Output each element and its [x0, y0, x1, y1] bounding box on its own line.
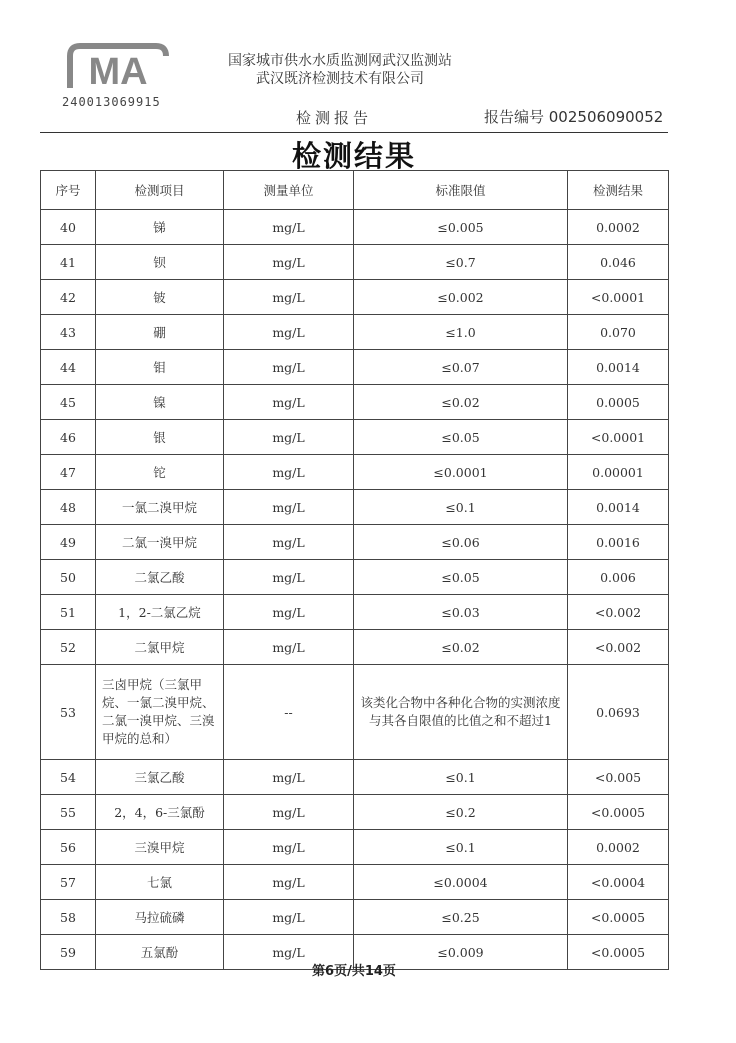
test-result: <0.002	[568, 595, 669, 630]
test-item: 五氯酚	[96, 935, 224, 970]
test-result: <0.0004	[568, 865, 669, 900]
test-item: 铊	[96, 455, 224, 490]
row-number: 42	[41, 280, 96, 315]
test-item: 钡	[96, 245, 224, 280]
page-title: 检测结果	[291, 139, 416, 173]
row-number: 50	[41, 560, 96, 595]
column-header: 测量单位	[224, 171, 354, 210]
standard-limit: ≤0.02	[354, 385, 568, 420]
column-header: 检测项目	[96, 171, 224, 210]
svg-text:MA: MA	[88, 51, 148, 92]
unit: mg/L	[224, 525, 354, 560]
row-number: 41	[41, 245, 96, 280]
test-result: 0.00001	[568, 455, 669, 490]
unit: mg/L	[224, 900, 354, 935]
standard-limit: ≤0.7	[354, 245, 568, 280]
table-row	[41, 900, 669, 935]
standard-limit: ≤0.06	[354, 525, 568, 560]
row-number: 59	[41, 935, 96, 970]
standard-limit: ≤0.02	[354, 630, 568, 665]
standard-limit: ≤0.05	[354, 560, 568, 595]
row-number: 55	[41, 795, 96, 830]
test-item: 锑	[96, 210, 224, 245]
unit: mg/L	[224, 315, 354, 350]
test-item: 三溴甲烷	[96, 830, 224, 865]
unit: mg/L	[224, 935, 354, 970]
standard-limit: ≤0.1	[354, 490, 568, 525]
certificate-number: 240013069915	[62, 95, 161, 109]
test-result: 0.006	[568, 560, 669, 595]
row-number: 57	[41, 865, 96, 900]
unit: mg/L	[224, 560, 354, 595]
table-row	[41, 420, 669, 455]
standard-limit: ≤0.009	[354, 935, 568, 970]
table-row	[41, 630, 669, 665]
test-result: <0.0005	[568, 795, 669, 830]
column-header: 标准限值	[354, 171, 568, 210]
standard-limit: ≤0.05	[354, 420, 568, 455]
unit: mg/L	[224, 385, 354, 420]
test-result: 0.0693	[568, 665, 669, 760]
table-row	[41, 210, 669, 245]
unit: mg/L	[224, 595, 354, 630]
row-number: 44	[41, 350, 96, 385]
table-row	[41, 525, 669, 560]
table-row	[41, 830, 669, 865]
test-item: 二氯甲烷	[96, 630, 224, 665]
test-item: 三氯乙酸	[96, 760, 224, 795]
test-item: 银	[96, 420, 224, 455]
standard-limit: ≤0.0004	[354, 865, 568, 900]
standard-limit: 该类化合物中各种化合物的实测浓度与其各自限值的比值之和不超过1	[354, 665, 568, 760]
row-number: 46	[41, 420, 96, 455]
unit: mg/L	[224, 420, 354, 455]
test-result: <0.0001	[568, 280, 669, 315]
test-item: 马拉硫磷	[96, 900, 224, 935]
unit: --	[224, 665, 354, 760]
table-row	[41, 280, 669, 315]
unit: mg/L	[224, 865, 354, 900]
test-result: 0.0005	[568, 385, 669, 420]
unit: mg/L	[224, 350, 354, 385]
standard-limit: ≤0.1	[354, 830, 568, 865]
row-number: 48	[41, 490, 96, 525]
standard-limit: ≤0.2	[354, 795, 568, 830]
test-result: <0.0005	[568, 935, 669, 970]
test-result: <0.002	[568, 630, 669, 665]
row-number: 45	[41, 385, 96, 420]
unit: mg/L	[224, 245, 354, 280]
unit: mg/L	[224, 210, 354, 245]
row-number: 43	[41, 315, 96, 350]
org-line-2: 武汉既济检测技术有限公司	[256, 71, 424, 87]
test-result: 0.0014	[568, 350, 669, 385]
results-table	[40, 170, 669, 970]
column-header: 检测结果	[568, 171, 669, 210]
table-row	[41, 490, 669, 525]
test-item: 镍	[96, 385, 224, 420]
test-result: 0.0002	[568, 830, 669, 865]
test-item: 铍	[96, 280, 224, 315]
test-result: 0.046	[568, 245, 669, 280]
unit: mg/L	[224, 280, 354, 315]
table-row	[41, 665, 669, 760]
test-item: 钼	[96, 350, 224, 385]
table-row	[41, 795, 669, 830]
table-row	[41, 865, 669, 900]
unit: mg/L	[224, 760, 354, 795]
test-item: 七氯	[96, 865, 224, 900]
table-row	[41, 315, 669, 350]
test-item: 二氯乙酸	[96, 560, 224, 595]
standard-limit: ≤0.002	[354, 280, 568, 315]
standard-limit: ≤0.07	[354, 350, 568, 385]
standard-limit: ≤0.03	[354, 595, 568, 630]
report-number: 报告编号 002506090052	[484, 108, 664, 126]
unit: mg/L	[224, 490, 354, 525]
table-row	[41, 455, 669, 490]
table-row	[41, 350, 669, 385]
org-line-1: 国家城市供水水质监测网武汉监测站	[228, 53, 452, 69]
test-result: 0.0002	[568, 210, 669, 245]
organization-name	[228, 52, 452, 88]
test-result: <0.0001	[568, 420, 669, 455]
table-row	[41, 385, 669, 420]
unit: mg/L	[224, 455, 354, 490]
unit: mg/L	[224, 830, 354, 865]
test-item: 硼	[96, 315, 224, 350]
cma-logo	[62, 42, 174, 92]
table-row	[41, 760, 669, 795]
standard-limit: ≤1.0	[354, 315, 568, 350]
test-result: <0.005	[568, 760, 669, 795]
standard-limit: ≤0.005	[354, 210, 568, 245]
standard-limit: ≤0.25	[354, 900, 568, 935]
table-header-row	[41, 171, 669, 210]
row-number: 58	[41, 900, 96, 935]
header-divider	[40, 132, 668, 133]
test-item: 1，2-二氯乙烷	[96, 595, 224, 630]
standard-limit: ≤0.0001	[354, 455, 568, 490]
test-item: 二氯一溴甲烷	[96, 525, 224, 560]
row-number: 47	[41, 455, 96, 490]
test-result: 0.0016	[568, 525, 669, 560]
test-item: 三卤甲烷（三氯甲烷、一氯二溴甲烷、二氯一溴甲烷、三溴甲烷的总和）	[96, 665, 224, 760]
column-header: 序号	[41, 171, 96, 210]
row-number: 53	[41, 665, 96, 760]
test-item: 2，4，6-三氯酚	[96, 795, 224, 830]
test-result: 0.0014	[568, 490, 669, 525]
test-result: <0.0005	[568, 900, 669, 935]
row-number: 51	[41, 595, 96, 630]
table-body	[41, 210, 669, 970]
unit: mg/L	[224, 630, 354, 665]
row-number: 54	[41, 760, 96, 795]
table-row	[41, 245, 669, 280]
row-number: 52	[41, 630, 96, 665]
row-number: 40	[41, 210, 96, 245]
unit: mg/L	[224, 795, 354, 830]
report-label: 检测报告	[296, 109, 373, 127]
row-number: 49	[41, 525, 96, 560]
row-number: 56	[41, 830, 96, 865]
table-row	[41, 595, 669, 630]
test-item: 一氯二溴甲烷	[96, 490, 224, 525]
test-result: 0.070	[568, 315, 669, 350]
table-row	[41, 560, 669, 595]
page-number: 第6页/共14页	[312, 964, 396, 979]
standard-limit: ≤0.1	[354, 760, 568, 795]
